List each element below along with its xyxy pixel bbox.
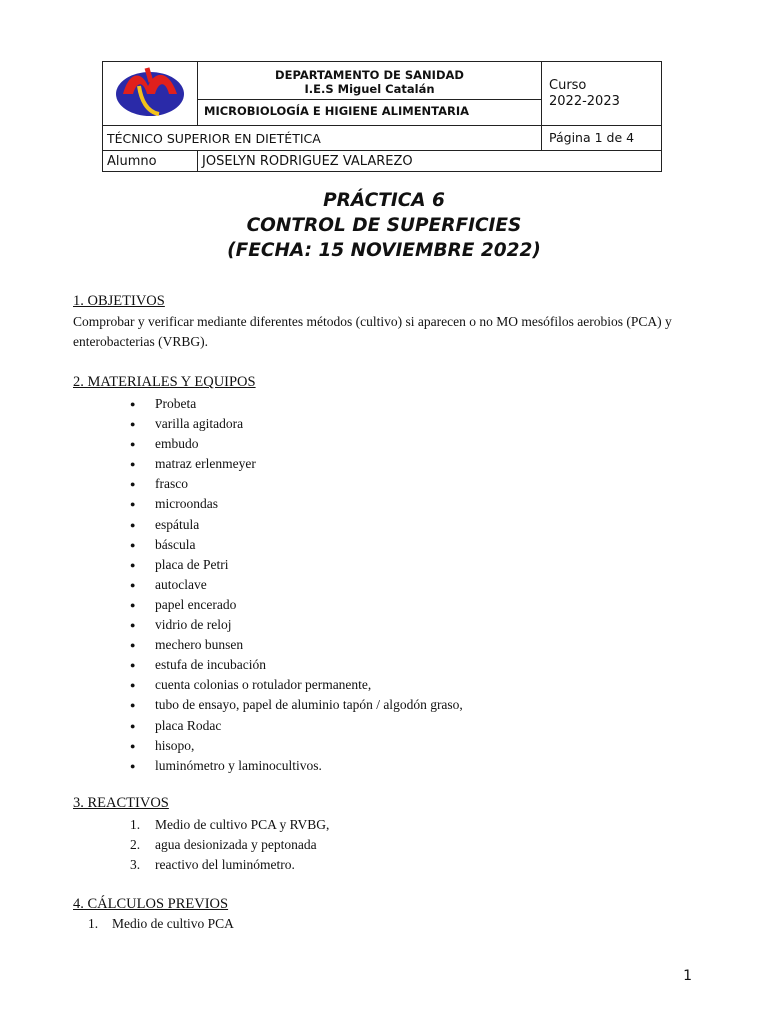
list-item: ● embudo	[130, 434, 463, 454]
materials-heading: 2. MATERIALES Y EQUIPOS	[73, 374, 256, 390]
list-item: ● mechero bunsen	[130, 635, 463, 655]
list-number: 1.	[130, 817, 141, 832]
reagents-list	[130, 815, 329, 875]
list-number: 1.	[88, 916, 99, 931]
list-item	[88, 916, 234, 932]
list-item: ● Probeta	[130, 394, 463, 414]
practice-title	[0, 188, 768, 263]
list-text: Medio de cultivo PCA	[112, 916, 234, 931]
list-item: ● autoclave	[130, 575, 463, 595]
student-label: Alumno	[103, 151, 198, 172]
list-item: ● varilla agitadora	[130, 414, 463, 434]
program-name: TÉCNICO SUPERIOR EN DIETÉTICA	[103, 126, 542, 151]
title-line-2: CONTROL DE SUPERFICIES	[246, 215, 522, 236]
list-text: reactivo del luminómetro.	[155, 857, 295, 872]
list-item: ● cuenta colonias o rotulador permanente,	[130, 675, 463, 695]
list-item: ● placa Rodac	[130, 716, 463, 736]
list-item: ● tubo de ensayo, papel de aluminio tapón / algodón graso,	[130, 695, 463, 715]
department-cell	[198, 62, 542, 126]
list-item: ● estufa de incubación	[130, 655, 463, 675]
list-item: ● matraz erlenmeyer	[130, 454, 463, 474]
list-number: 3.	[130, 857, 141, 872]
list-item: ● papel encerado	[130, 595, 463, 615]
department-name: DEPARTAMENTO DE SANIDAD	[275, 68, 464, 82]
list-item	[130, 815, 329, 835]
list-item: ● espátula	[130, 515, 463, 535]
objectives-text: Comprobar y verificar mediante diferentes métodos (cultivo) si aparecen o no MO mesófilos aerobios (PCA) y enterobacterias (VRBG).	[73, 314, 672, 349]
list-item: ● luminómetro y laminocultivos.	[130, 756, 463, 776]
list-item	[130, 835, 329, 855]
objectives-heading: 1. OBJETIVOS	[73, 293, 165, 309]
list-item	[130, 855, 329, 875]
list-item: ● vidrio de reloj	[130, 615, 463, 635]
list-item: ● hisopo,	[130, 736, 463, 756]
title-line-3: (FECHA: 15 NOVIEMBRE 2022)	[227, 240, 541, 261]
list-item: ● frasco	[130, 474, 463, 494]
materials-list	[130, 394, 463, 776]
calculations-heading: 4. CÁLCULOS PREVIOS	[73, 896, 229, 912]
document-header-table	[102, 61, 662, 172]
list-item: ● báscula	[130, 535, 463, 555]
list-item: ● placa de Petri	[130, 555, 463, 575]
course-cell	[542, 62, 662, 126]
list-item: ● microondas	[130, 494, 463, 514]
reagents-heading: 3. REACTIVOS	[73, 795, 169, 811]
course-label: Curso	[549, 77, 587, 93]
student-name: JOSELYN RODRIGUEZ VALAREZO	[198, 151, 662, 172]
logo-cell	[103, 62, 198, 126]
list-text: agua desionizada y peptonada	[155, 837, 317, 852]
course-year: 2022-2023	[549, 93, 620, 109]
school-logo	[111, 64, 189, 120]
school-name: I.E.S Miguel Catalán	[304, 82, 435, 96]
page-indicator: Página 1 de 4	[542, 126, 662, 151]
page-number: 1	[683, 968, 692, 984]
list-text: Medio de cultivo PCA y RVBG,	[155, 817, 330, 832]
subject-name: MICROBIOLOGÍA E HIGIENE ALIMENTARIA	[204, 104, 470, 118]
title-line-1: PRÁCTICA 6	[323, 190, 445, 211]
list-number: 2.	[130, 837, 141, 852]
